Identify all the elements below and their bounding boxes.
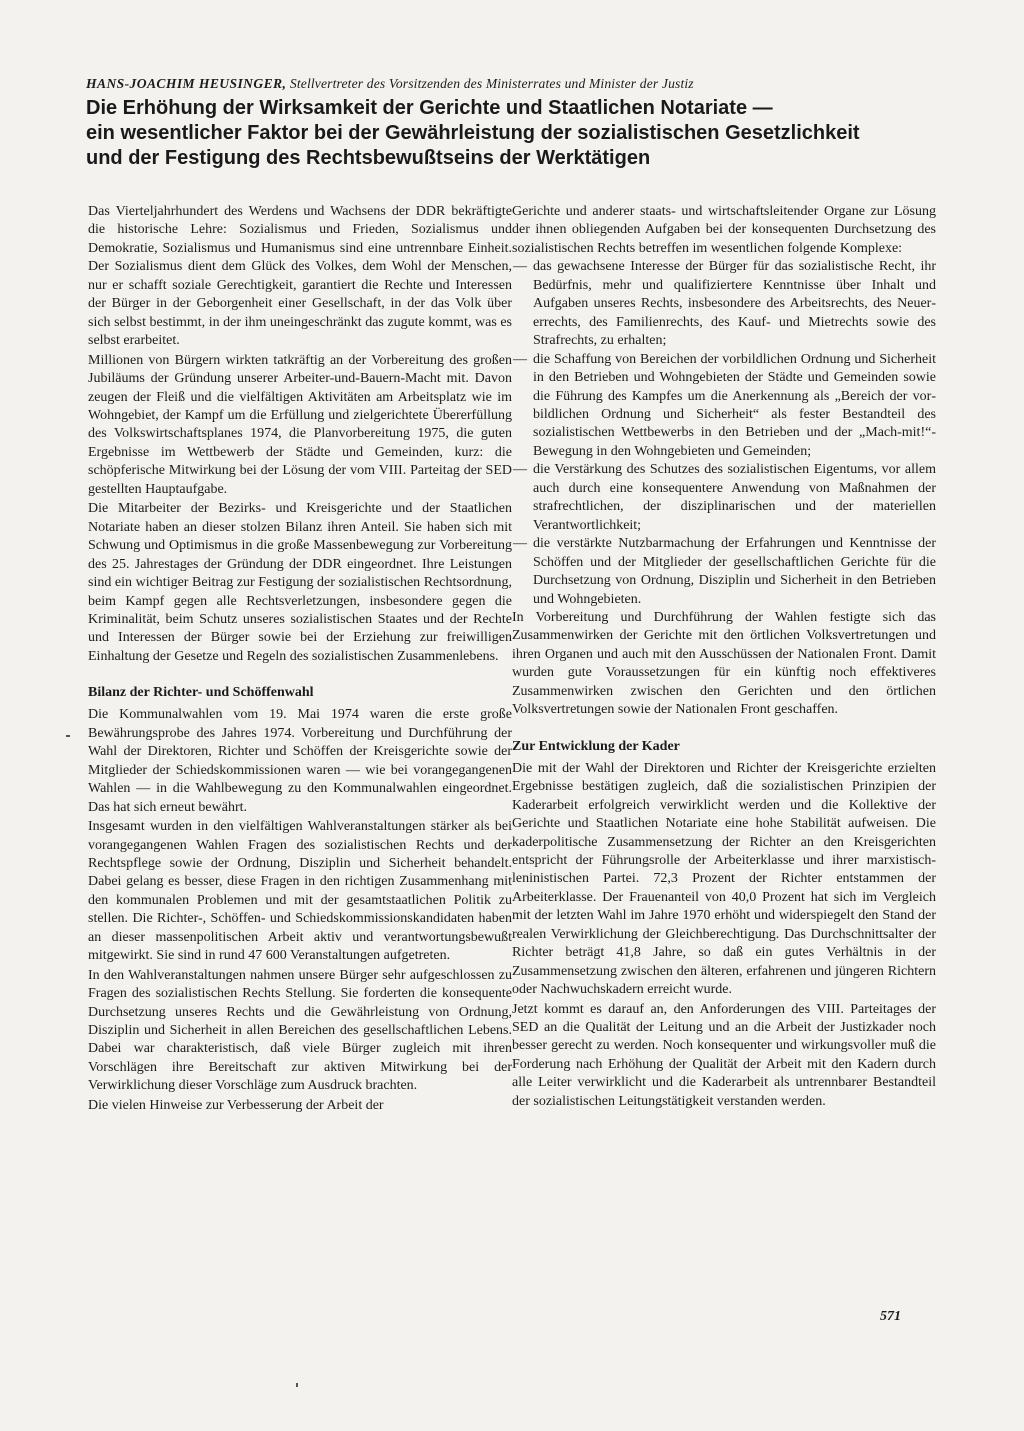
author-role: Stellvertreter des Vorsitzenden des Ministerrates und Minister der Justiz <box>289 76 694 91</box>
paragraph: Insgesamt wurden in den vielfältigen Wahlveranstaltungen stärker als bei vorangegangenen Wahlen Fragen des sozialistischen Rechts und der Rechtspflege sowie der Ordnung, Disziplin und Sicherheit behandelt. Dabei gelang es besser, diese Fragen in den richtigen Zusammenhang mit den kommunalen Problemen und mit der gesamtstaatlichen Politik zu stellen. Die Richter-, Schöffen- und Schiedskommissionskandidaten haben an dieser massenpolitischen Arbeit aktiv und verantwortungsbewußt mitgewirkt. Sie sind in rund 47 600 Veranstaltungen aufgetreten. <box>88 819 512 964</box>
section-heading: Bilanz der Richter- und Schöffenwahl <box>88 685 314 701</box>
paragraph: Gerichte und anderer staats- und wirtschaftsleitender Organe zur Lösung der ihnen obliegenden Aufgaben bei der konsequenten Durchsetzung des sozialistischen Rechts betreffen im wesentlichen folgende Komplexe: <box>512 204 936 256</box>
paragraph: Die vielen Hinweise zur Verbesserung der Arbeit der <box>88 1097 384 1113</box>
paragraph: Millionen von Bürgern wirkten tatkräftig an der Vorbereitung des großen Jubiläums der Gründung unserer Arbeiter-und-Bauern-Macht mit. Davon zeugen der Fleiß und die vielfältigen Aktivitäten am Arbeitsplatz wie im Wohngebiet, der Kampf um die Erfüllung und zielgerichtete Übererfüllung des Volkswirtschaftsplanes 1974, die Planvorbereitung 1975, die guten Ergebnisse im Wettbewerb der Städte und Gemeinden, kurz: die schöpferische Mitwirkung bei der Lösung der vom VIII. Parteitag der SED gestellten Hauptaufgabe. <box>88 352 512 497</box>
list-item-text: die Verstärkung des Schutzes des sozialistischen Eigentums, vor allem auch durch eine konsequentere Anwendung von Maßnahmen der strafrechtlichen, der disziplinarischen und der materiellen Verantwortlichkeit; <box>533 462 936 533</box>
paragraph: In den Wahlveranstaltungen nahmen unsere Bürger sehr aufgeschlossen zu Fragen des sozialistischen Rechts Stellung. Sie forderten die konsequente Durchsetzung unseres Rechts und die Gewährleistung von Ordnung, Disziplin und Sicherheit in allen Bereichen des gesellschaftlichen Lebens. Dabei war charakteristisch, daß viele Bürger zugleich mit ihren Vorschlägen ihre Bereitschaft zur aktiven Mitwirkung bei der Verwirklichung dieser Vorschläge zum Ausdruck brachten. <box>88 967 512 1094</box>
list-item-text: die Schaffung von Bereichen der vorbildlichen Ordnung und Sicherheit in den Betrieben und Wohngebieten der Städte und Gemeinden sowie die Führung des Kampfes um die Anerkennung als „Bereich der vorbildlichen Ordnung und Sicherheit“ als fester Bestandteil des sozialistischen Wettbewerbs in den Betrieben und der „Mach-mit!“-Bewegung in den Wohngebieten und Gemeinden; <box>533 351 936 459</box>
right-column <box>512 203 936 1111</box>
scan-speck <box>66 735 70 737</box>
list-item <box>512 461 936 535</box>
paragraph: Die mit der Wahl der Direktoren und Richter der Kreisgerichte erzielten Ergebnisse bestätigen zugleich, daß die sozialistischen Prinzipien der Kaderarbeit erfolgreich verwirklicht werden und die Kollektive der Gerichte und Staatlichen Notariate eine hohe Stabilität aufweisen. Die kaderpolitische Zusammensetzung der Richter an den Kreisgerichten entspricht der Führungsrolle der Arbeiterklasse und ihrer marxistisch-leninistischen Partei. 72,3 Prozent der Richter entstammen der Arbeiterklasse. Der Frauenanteil von 40,0 Prozent hat sich im Vergleich mit der letzten Wahl im Jahre 1970 erhöht und widerspiegelt den Stand der realen Verwirklichung der Gleichberechtigung. Das Durchschnittsalter der Richter beträgt 41,8 Jahre, so daß ein gutes Verhältnis in der Zusammensetzung zwischen den älteren, erfahrenen und jüngeren Richtern oder Nachwuchskadern erreicht wurde. <box>512 760 936 998</box>
list-item <box>512 535 936 609</box>
author-line <box>86 76 946 92</box>
page-number: 571 <box>880 1309 901 1324</box>
paragraph: Die Kommunalwahlen vom 19. Mai 1974 waren die erste große Bewährungsprobe des Jahres 1974. Vorbereitung und Durchführung der Wahl der Direktoren, Richter und Schöffen der Kreisgerichte sowie der Mitglieder der Schiedskommissionen waren — wie bei vorangegangenen Wahlen — in die Wahlbewegung zu den Kommunalwahlen eingeordnet. Das hat sich erneut bewährt. <box>88 707 512 815</box>
scan-speck <box>296 1383 298 1387</box>
paragraph: In Vorbereitung und Durchführung der Wahlen festigte sich das Zusammenwirken der Gerichte mit den örtlichen Volksvertretungen und ihren Organen und auch mit den Ausschüssen der Nationalen Front. Damit wurden gute Voraussetzungen für ein künftig noch effektiveres Zusammenwirken zwischen den Gerichten und den örtlichen Volksvertretungen sowie der Nationalen Front geschaffen. <box>512 609 936 718</box>
list-item-text: die verstärkte Nutzbarmachung der Erfahrungen und Kenntnisse der Schöffen und der Mitglieder der gesellschaftlichen Gerichte für die Durchsetzung von Ordnung, Disziplin und Sicherheit in den Betrieben und Wohngebieten. <box>533 536 936 607</box>
list-item-text: das gewachsene Interesse der Bürger für das sozialistische Recht, ihr Bedürfnis, mehr und qualifiziertere Kenntnisse über Inhalt und Aufgaben unseres Rechts, insbesondere des Arbeitsrechts, des Neuererrechts, des Familienrechts, des Kauf- und Mietrechts sowie des Strafrechts, zu erhalten; <box>533 259 936 349</box>
list-item <box>512 258 936 350</box>
title-line-3: und der Festigung des Rechtsbewußtseins der Werktätigen <box>86 147 651 169</box>
paragraph: Jetzt kommt es darauf an, den Anforderungen des VIII. Parteitages der SED an die Qualität der Leitung und an die Arbeit der Justizkader noch besser gerecht zu werden. Noch konsequenter und wirkungsvoller muß die Forderung nach Erhöhung der Qualität der Arbeit mit den Kadern durch alle Leiter verwirklicht und die Kaderarbeit als untrennbarer Bestandteil der sozialistischen Leitungstätigkeit verstanden werden. <box>512 1001 936 1109</box>
dash-bullet: — <box>513 536 527 552</box>
paragraph: Das Vierteljahrhundert des Werdens und Wachsens der DDR bekräftigte die historische Lehre: Sozialismus und Frieden, Sozialismus und Demokratie, Sozialismus und Humanismus sind eine untrennbare Einheit. Der Sozialismus dient dem Glück des Volkes, dem Wohl der Menschen, nur er schafft soziale Gerechtigkeit, garantiert die Rechte und Interessen der Bürger in der Geborgenheit einer Gesellschaft, in der das Volk über sich selbst bestimmt, in der ihm uneingeschränkt das zugute kommt, was es selbst erarbeitet. <box>88 204 512 349</box>
title-line-2: ein wesentlicher Faktor bei der Gewährleistung der sozialistischen Gesetzlichkeit <box>86 122 860 144</box>
title-line-1: Die Erhöhung der Wirksamkeit der Gerichte und Staatlichen Notariate — <box>86 97 773 119</box>
section-heading: Zur Entwicklung der Kader <box>512 738 680 754</box>
dash-bullet: — <box>513 351 527 367</box>
article-title <box>86 96 946 171</box>
paragraph: Die Mitarbeiter der Bezirks- und Kreisgerichte und der Staatlichen Notariate haben an dieser stolzen Bilanz ihren Anteil. Sie haben sich mit Schwung und Optimismus in die große Massenbewegung zur Vorbereitung des 25. Jahrestages der Gründung der DDR eingeordnet. Ihre Leistungen sind ein wichtiger Beitrag zur Festigung der sozialistischen Rechtsordnung, beim Kampf gegen alle Rechtsverletzungen, insbesondere gegen die Kriminalität, beim Schutz unseres sozialistischen Staates und der Rechte und Interessen der Bürger sowie bei der Erziehung zur freiwilligen Einhaltung der Gesetze und Regeln des sozialistischen Zusammenlebens. <box>88 501 512 664</box>
dash-bullet: — <box>513 462 527 478</box>
list-item <box>512 351 936 462</box>
author-name: HANS-JOACHIM HEUSINGER, <box>86 76 287 91</box>
dash-bullet: — <box>513 259 527 275</box>
bullet-list <box>512 258 936 609</box>
left-column <box>88 203 512 1115</box>
